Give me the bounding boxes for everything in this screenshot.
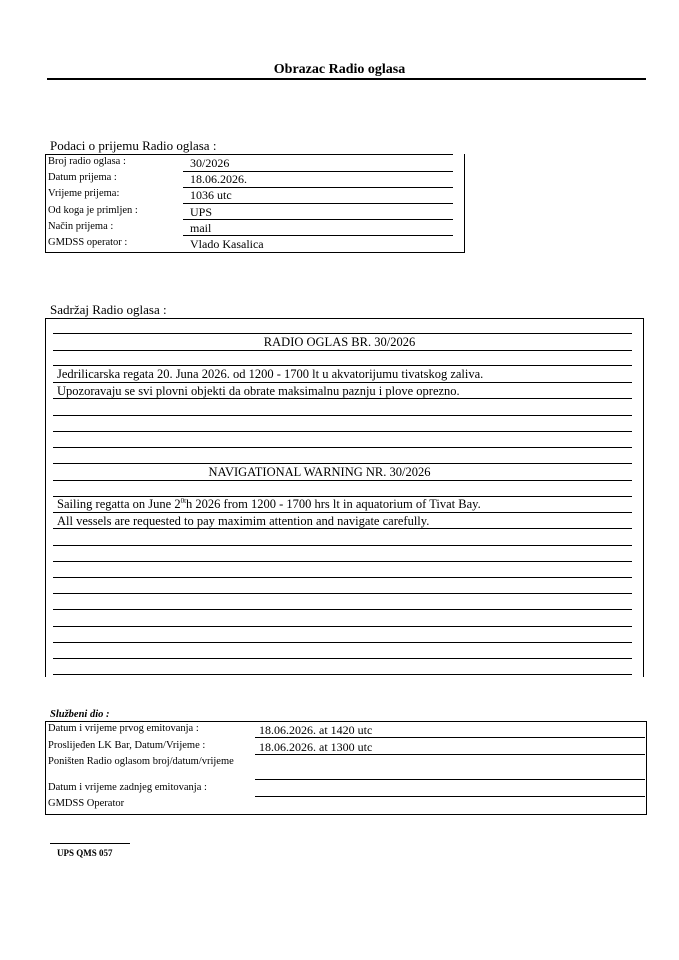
reception-line [183,203,453,204]
official-label-first-broadcast: Datum i vrijeme prvog emitovanja : [48,723,199,734]
content-line [53,365,632,366]
official-label-last-broadcast: Datum i vrijeme zadnjeg emitovanja : [48,782,207,793]
official-value-first-broadcast: 18.06.2026. at 1420 utc [259,723,373,737]
reception-value-number: 30/2026 [190,156,230,170]
content-line [53,528,632,529]
content-heading: Sadržaj Radio oglasa : [50,302,167,317]
content-line [53,626,632,627]
navigational-warning-line-1: Sailing regatta on June $2^{0t}h$ 2026 from 1200 - 1700 hrs lt in aquatorium of Tivat Bay. [57,497,481,512]
reception-value-time: 1036 utc [190,188,232,202]
content-line [53,561,632,562]
content-line [53,398,632,399]
content-line [53,609,632,610]
reception-label-time: Vrijeme prijema: [48,188,120,199]
content-line [53,658,632,659]
content-line [53,674,632,675]
document-code: UPS QMS 057 [57,848,113,858]
page-title: Obrazac Radio oglasa [273,62,406,77]
content-line [53,415,632,416]
title-divider [47,78,646,80]
local-warning-line-1: Jedrilicarska regata 20. Juna 2026. od 1200 - 1700 lt u akvatorijumu tivatskog zaliva. [57,367,484,381]
reception-label-from: Od koga je primljen : [48,205,138,216]
content-line [53,463,632,464]
official-label-operator: GMDSS Operator [48,798,125,809]
content-line [53,431,632,432]
content-line [53,333,632,334]
official-line [255,796,645,797]
official-heading: Službeni dio : [50,709,110,720]
content-line [53,382,632,383]
official-value-forwarded: 18.06.2026. at 1300 utc [259,740,373,754]
content-line [53,447,632,448]
official-line [255,737,645,738]
footer-divider [50,843,130,844]
local-warning-title: RADIO OGLAS BR. 30/2026 [263,335,416,349]
content-line [53,577,632,578]
reception-value-operator: Vlado Kasalica [190,237,264,251]
reception-value-method: mail [190,221,212,235]
reception-label-date: Datum prijema : [48,172,117,183]
content-line [53,350,632,351]
reception-value-date: 18.06.2026. [190,172,247,186]
official-label-forwarded: Proslijeđen LK Bar, Datum/Vrijeme : [48,740,206,751]
local-warning-line-2: Upozoravaju se svi plovni objekti da obrate maksimalnu paznju i plove oprezno. [57,384,460,398]
navigational-warning-title: NAVIGATIONAL WARNING NR. 30/2026 [208,465,431,479]
official-line [255,779,645,780]
reception-label-number: Broj radio oglasa : [48,156,126,167]
reception-label-method: Način prijema : [48,221,114,232]
official-line [255,754,645,755]
official-label-cancelled: Poništen Radio oglasom broj/datum/vrijeme [48,756,234,767]
content-line [53,480,632,481]
reception-line [183,235,453,236]
content-line [53,642,632,643]
navigational-warning-line-2: All vessels are requested to pay maximim attention and navigate carefully. [57,514,430,528]
reception-label-operator: GMDSS operator : [48,237,128,248]
content-line [53,593,632,594]
content-line [53,512,632,513]
reception-value-from: UPS [190,205,213,219]
content-line [53,545,632,546]
reception-heading: Podaci o prijemu Radio oglasa : [50,138,217,153]
reception-line [183,219,453,220]
